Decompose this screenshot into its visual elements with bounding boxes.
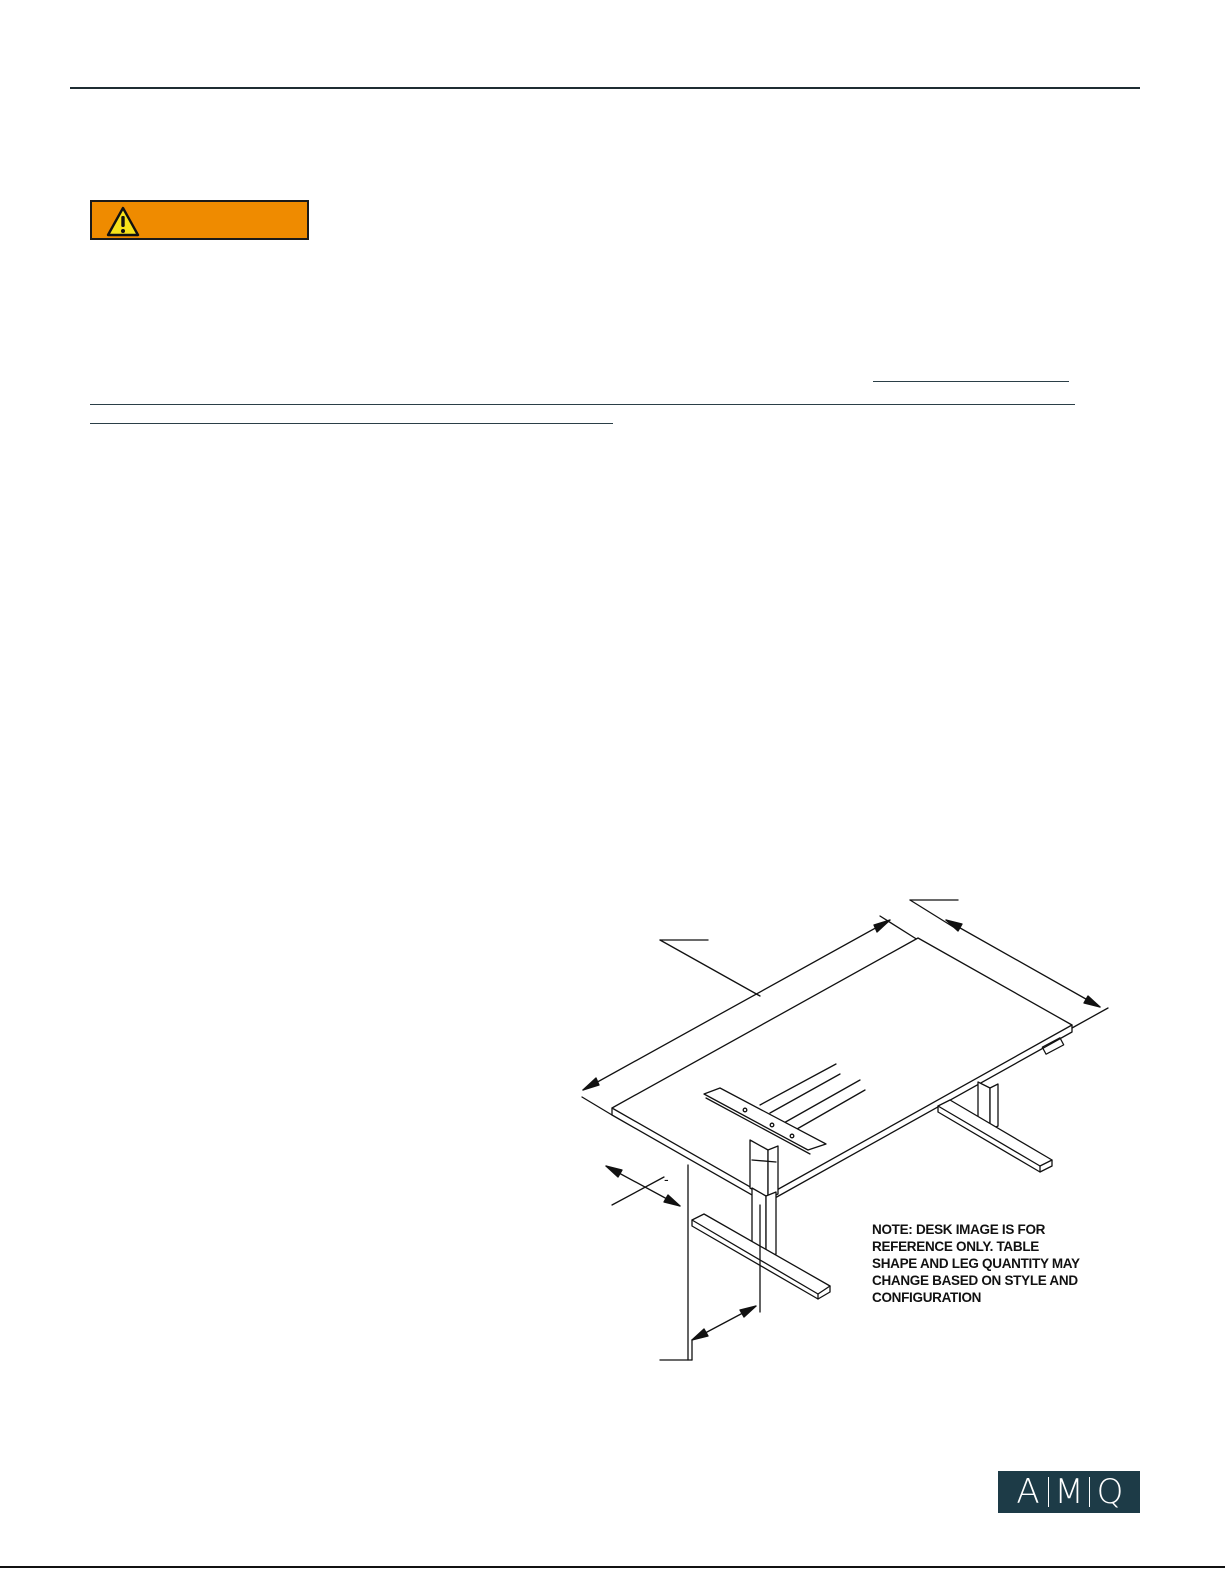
link-underline-1[interactable]	[873, 381, 1069, 382]
note-line: REFERENCE ONLY. TABLE	[872, 1239, 1039, 1254]
desk-leg-back	[938, 1082, 1052, 1172]
warning-badge	[90, 200, 309, 240]
header-rule	[70, 87, 1140, 89]
footer-rule	[0, 1566, 1225, 1568]
warning-triangle-icon	[106, 206, 140, 238]
note-line: NOTE: DESK IMAGE IS FOR	[872, 1222, 1046, 1237]
logo-letter-m: M	[1054, 1472, 1084, 1512]
amq-logo	[998, 1471, 1140, 1513]
logo-letter-a: A	[1016, 1472, 1040, 1512]
link-underline-3[interactable]	[90, 423, 613, 424]
note-line: CHANGE BASED ON STYLE AND	[872, 1273, 1078, 1288]
desk-top	[612, 938, 1072, 1203]
note-line: CONFIGURATION	[872, 1290, 982, 1305]
note-line: SHAPE AND LEG QUANTITY MAY	[872, 1256, 1080, 1271]
dimension-lines-lower	[606, 1165, 760, 1360]
logo-letter-q: Q	[1096, 1472, 1124, 1512]
link-underline-2[interactable]	[90, 404, 1075, 405]
dimension-mark: -	[664, 1171, 669, 1187]
diagram-note	[872, 1221, 1102, 1306]
